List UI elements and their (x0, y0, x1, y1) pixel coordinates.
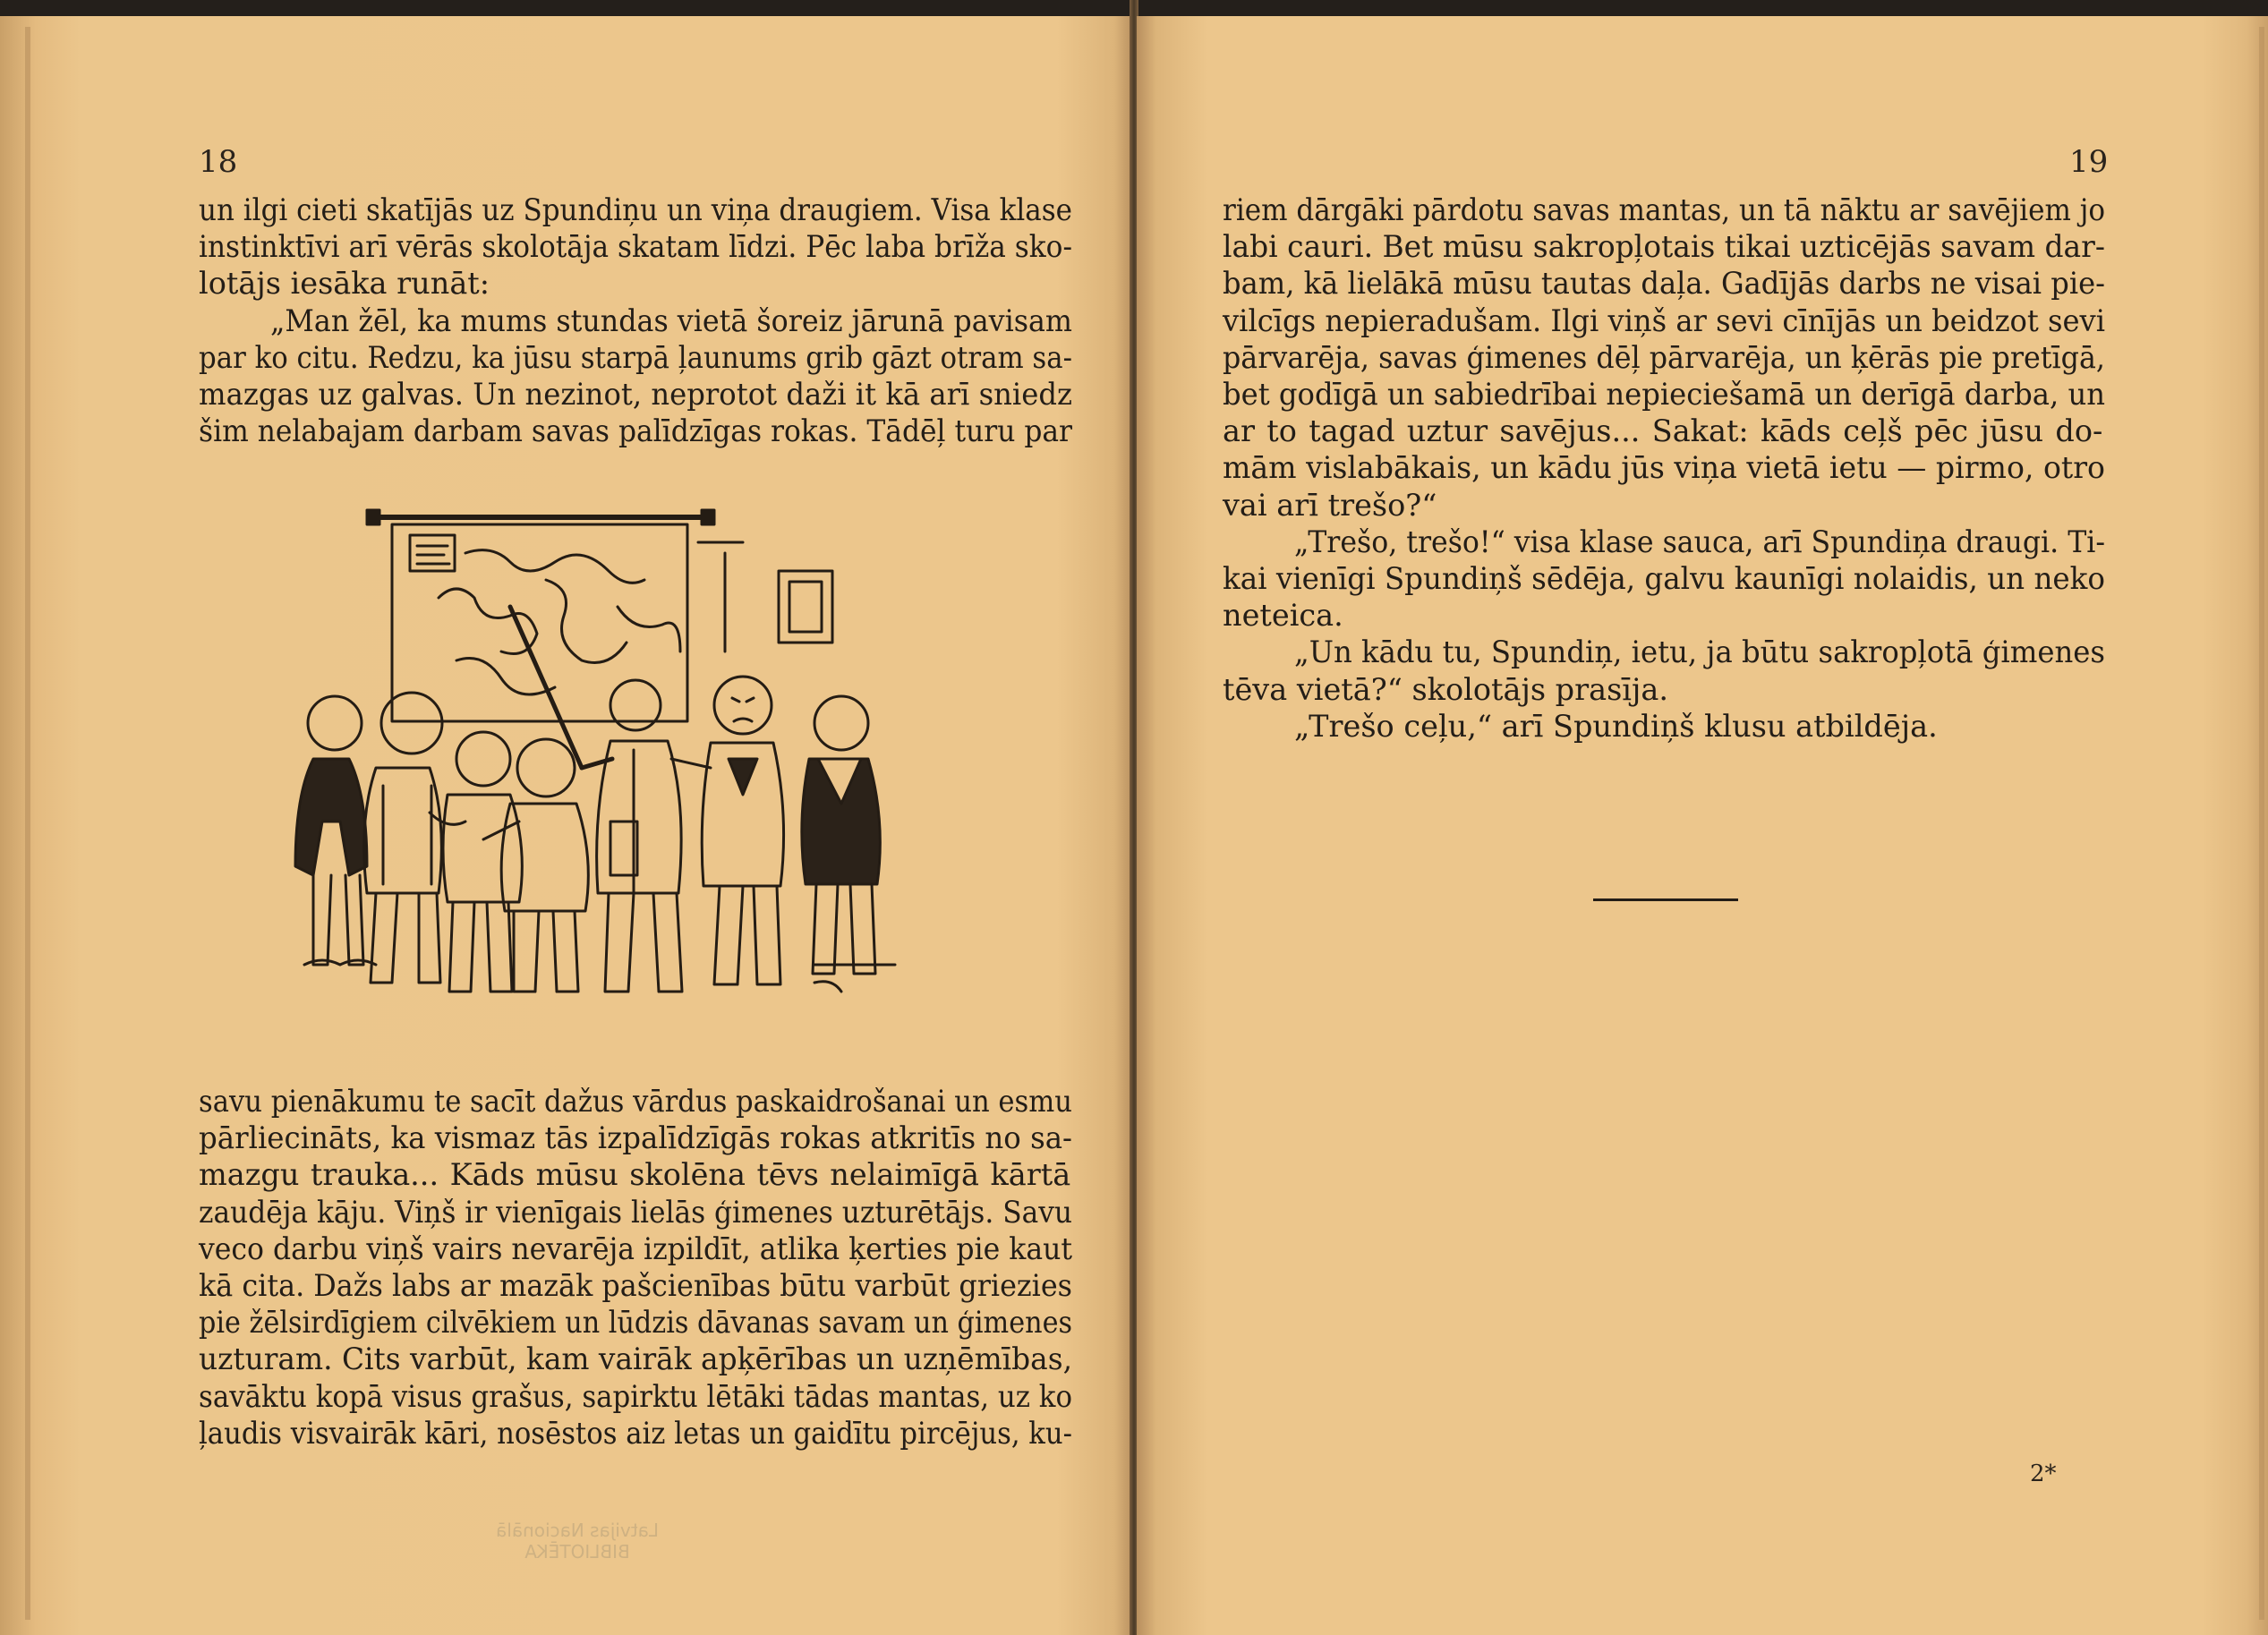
left-bottom-paragraphs (199, 1083, 1072, 1452)
right-paragraphs (1223, 192, 2105, 745)
text-line: ar to tagad uztur savējus... Sakat: kāds ceļš pēc jūsu do- (1223, 413, 2103, 449)
library-stamp: Latvijas Nacionālā BIBLIOTĒKA (496, 1520, 659, 1563)
text-line: zaudēja kāju. Viņš ir vienīgais lielās ģimenes uzturētājs. Savu (199, 1194, 1072, 1230)
text-line: mām vislabākais, un kādu jūs viņa vietā ietu — pirmo, otro (1223, 450, 2105, 486)
text-line: „Trešo ceļu,“ arī Spundiņš klusu atbildēja. (1294, 708, 1938, 744)
text-line: bet godīgā un sabiedrībai nepieciešamā un derīgā darba, un (1223, 377, 2105, 413)
text-line: ļaudis visvairāk kāri, nosēstos aiz letas un gaidītu pircējus, ku- (199, 1415, 1072, 1451)
page-number-right: 19 (2069, 144, 2109, 180)
left-top-paragraphs (199, 192, 1072, 449)
text-line: labi cauri. Bet mūsu sakropļotais tikai uzticējās savam dar- (1223, 229, 2105, 265)
text-line: uzturam. Cits varbūt, kam vairāk apķērības un uzņēmības, (199, 1341, 1072, 1377)
text-line: „Trešo, trešo!“ visa klase sauca, arī Spundiņa draugi. Ti- (1294, 524, 2105, 559)
text-line: savu pienākumu te sacīt dažus vārdus paskaidrošanai un esmu (199, 1084, 1072, 1119)
text-line: par ko citu. Redzu, ka jūsu starpā ļaunums grib gāzt otram sa- (199, 339, 1072, 375)
text-line: savāktu kopā visus grašus, sapirktu lētāki tādas mantas, uz ko (199, 1378, 1072, 1414)
left-page (0, 16, 1133, 1635)
right-page (1137, 16, 2268, 1635)
text-line: bam, kā lielākā mūsu tautas daļa. Gadījās darbs ne visai pie- (1223, 266, 2105, 302)
text-line: neteica. (1223, 598, 1343, 634)
text-line: un ilgi cieti skatījās uz Spundiņu un viņa draugiem. Visa klase (199, 192, 1072, 227)
classroom-illustration (277, 499, 1011, 1072)
page-edge-left (25, 27, 30, 1620)
page-number-left: 18 (199, 144, 238, 180)
text-line: mazgas uz galvas. Un nezinot, neprotot daži it kā arī sniedz (199, 377, 1072, 413)
text-line: kai vienīgi Spundiņš sēdēja, galvu kaunīgi nolaidis, un neko (1223, 561, 2105, 597)
page-edge-right (2259, 27, 2264, 1620)
text-line: kā cita. Dažs labs ar mazāk pašcienības būtu varbūt griezies (199, 1268, 1072, 1304)
text-line: vai arī trešo?“ (1223, 487, 1437, 523)
text-line: vilcīgs nepieradušam. Ilgi viņš ar sevi cīnījās un beidzot sevi (1223, 302, 2105, 338)
text-line: „Man žēl, ka mums stundas vietā šoreiz jārunā pavisam (270, 302, 1072, 338)
text-line: pārliecināts, ka vismaz tās izpalīdzīgās rokas atkritīs no sa- (199, 1120, 1072, 1156)
text-line: pie žēlsirdīgiem cilvēkiem un lūdzis dāvanas savam un ģimenes (199, 1305, 1072, 1341)
text-line: lotājs iesāka runāt: (199, 266, 490, 302)
text-line: „Un kādu tu, Spundiņ, ietu, ja būtu sakropļotā ģimenes (1294, 634, 2105, 670)
text-line: veco darbu viņš vairs nevarēja izpildīt, atlika ķerties pie kaut (199, 1231, 1072, 1266)
text-line: mazgu trauka... Kāds mūsu skolēna tēvs nelaimīgā kārtā (199, 1157, 1071, 1193)
text-line: šim nelabajam darbam savas palīdzīgas rokas. Tādēļ turu par (199, 413, 1072, 449)
text-line: pārvarēja, savas ģimenes dēļ pārvarēja, un ķērās pie pretīgā, (1223, 339, 2105, 375)
text-line: riem dārgāki pārdotu savas mantas, un tā nāktu ar savējiem jo (1223, 192, 2105, 227)
section-end-rule (1593, 898, 1738, 901)
text-line: instinktīvi arī vērās skolotāja skatam līdzi. Pēc laba brīža sko- (199, 229, 1072, 265)
text-line: tēva vietā?“ skolotājs prasīja. (1223, 671, 1669, 707)
signature-mark: 2* (2030, 1460, 2057, 1487)
